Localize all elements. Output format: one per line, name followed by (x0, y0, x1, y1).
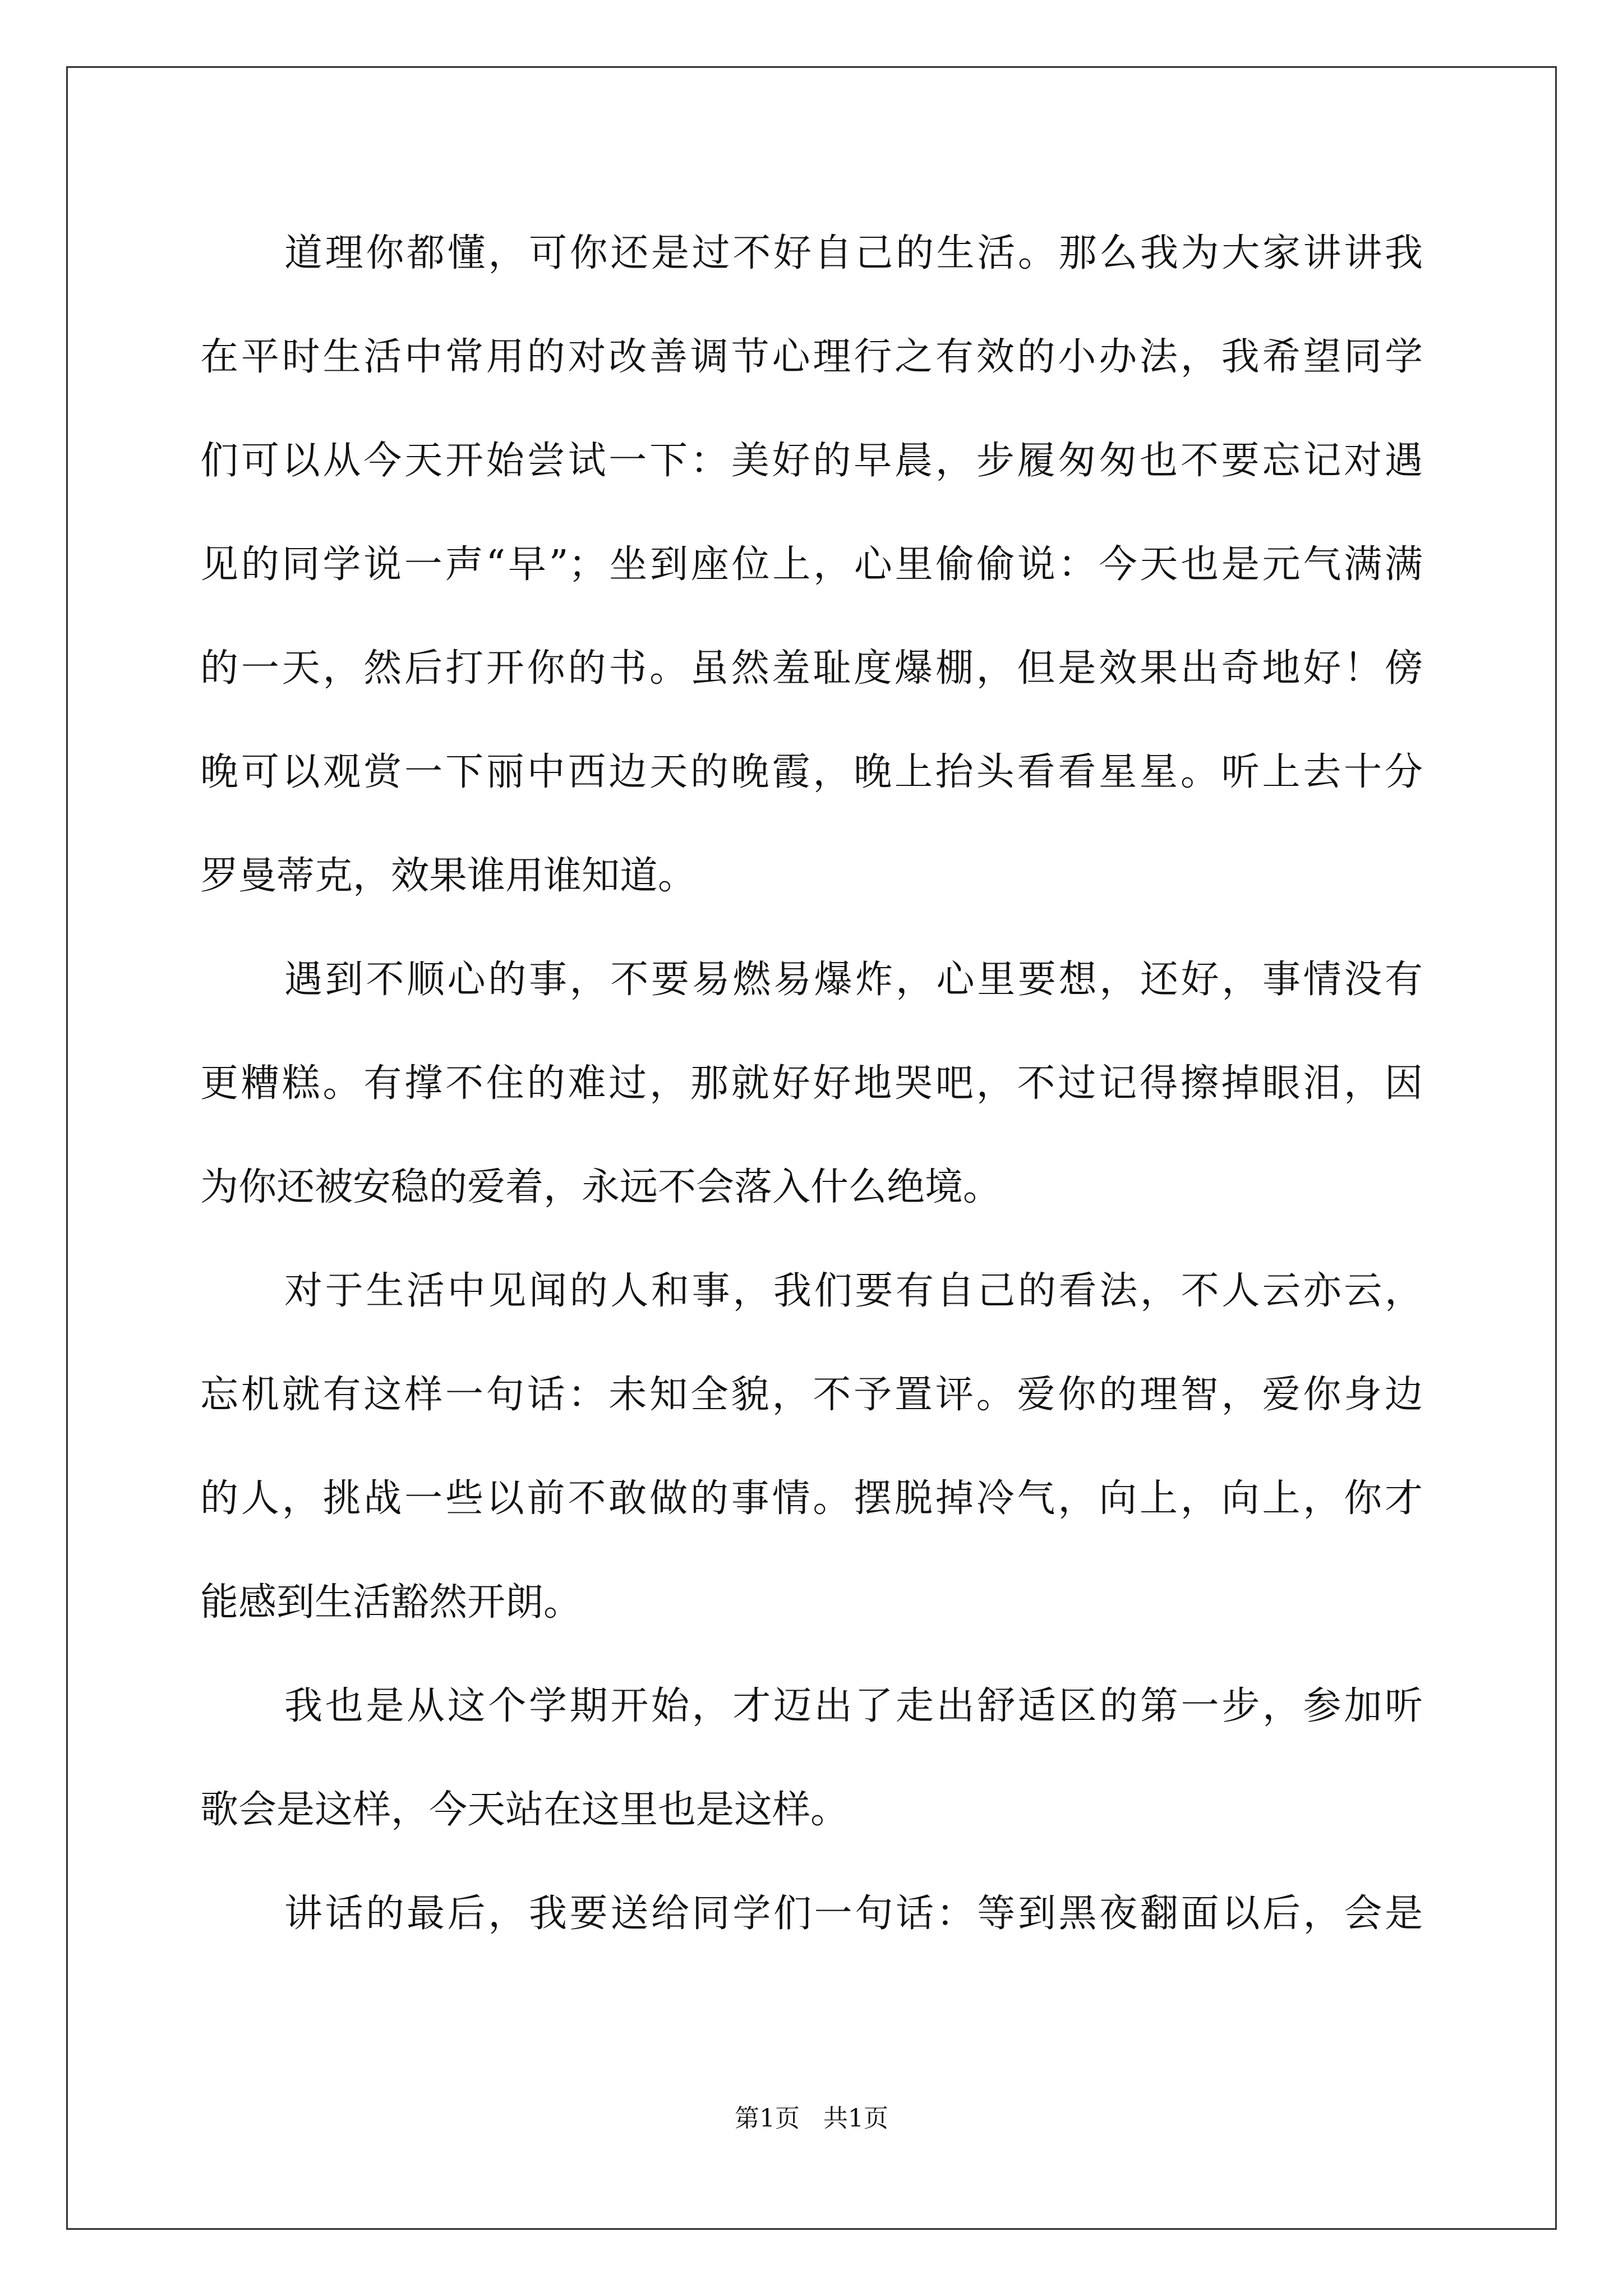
text-line: 为你还被安稳的爱着，永远不会落入什么绝境。 (200, 1165, 1002, 1209)
text-line: 能感到生活豁然开朗。 (200, 1580, 582, 1625)
text-line: 歌会是这样，今天站在这里也是这样。 (200, 1788, 849, 1832)
text-line: 们可以从今天开始尝试一下：美好的早晨，步履匆匆也不要忘记对遇 (200, 439, 1423, 483)
text-line: 对于生活中见闻的人和事，我们要有自己的看法，不人云亦云， (284, 1269, 1423, 1313)
paragraph-4 (200, 1677, 1423, 1885)
paragraph-5 (200, 1885, 1423, 1989)
text-line: 讲话的最后，我要送给同学们一句话：等到黑夜翻面以后，会是 (284, 1892, 1423, 1936)
text-line: 忘机就有这样一句话：未知全貌，不予置评。爱你的理智，爱你身边 (200, 1373, 1423, 1417)
paragraph-2 (200, 951, 1423, 1262)
document-body (200, 224, 1423, 1989)
text-line: 的人，挑战一些以前不敢做的事情。摆脱掉冷气，向上，向上，你才 (200, 1476, 1423, 1521)
paragraph-1 (200, 224, 1423, 951)
text-line: 晚可以观赏一下丽中西边天的晚霞，晚上抬头看看星星。听上去十分 (200, 750, 1423, 794)
text-line: 遇到不顺心的事，不要易燃易爆炸，心里要想，还好，事情没有 (284, 958, 1423, 1002)
text-line: 在平时生活中常用的对改善调节心理行之有效的小办法，我希望同学 (200, 335, 1423, 379)
text-line: 更糟糕。有撑不住的难过，那就好好地哭吧，不过记得擦掉眼泪，因 (200, 1061, 1423, 1106)
text-line: 罗曼蒂克，效果谁用谁知道。 (200, 854, 697, 898)
paragraph-3 (200, 1262, 1423, 1677)
text-line: 道理你都懂，可你还是过不好自己的生活。那么我为大家讲讲我 (284, 231, 1423, 275)
text-line: 的一天，然后打开你的书。虽然羞耻度爆棚，但是效果出奇地好！傍 (200, 646, 1423, 691)
page-number-footer: 第1页 共1页 (735, 2104, 888, 2133)
text-line: 见的同学说一声“早”；坐到座位上，心里偷偷说：今天也是元气满满 (200, 542, 1423, 587)
text-line: 我也是从这个学期开始，才迈出了走出舒适区的第一步，参加听 (284, 1684, 1423, 1728)
